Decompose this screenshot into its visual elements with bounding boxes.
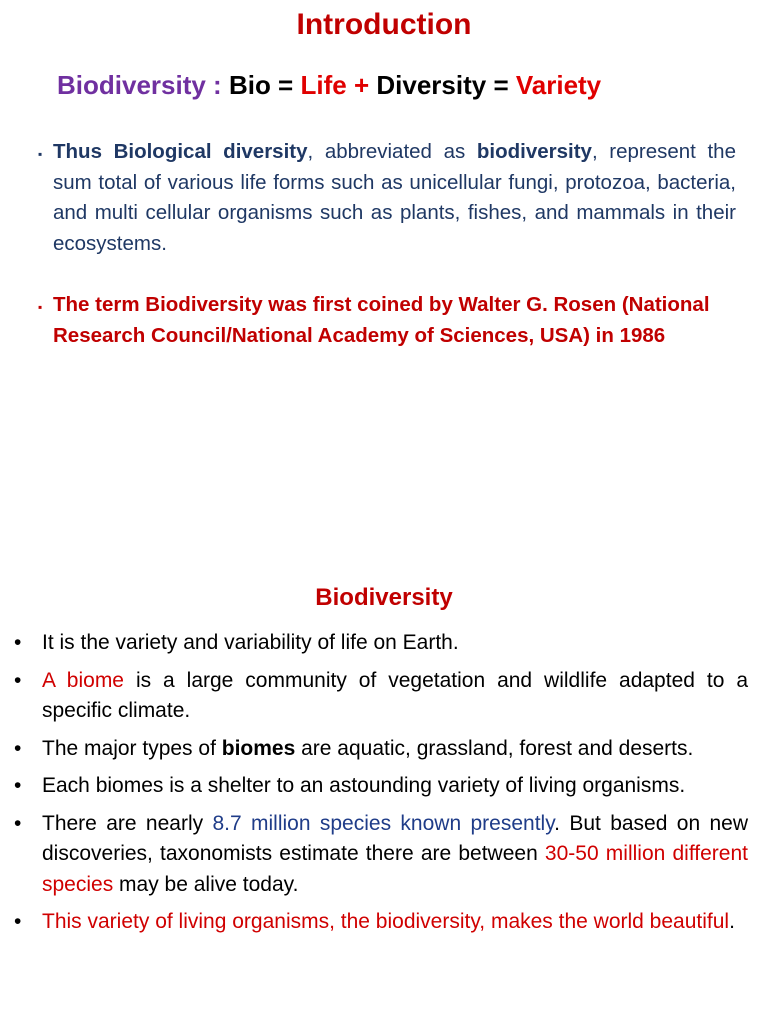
item-text-pre: The major types of [42,736,222,760]
formula-term: Biodiversity : [57,70,222,100]
bullet-dot-icon: • [14,910,22,933]
item-text-mid: . But based on new discoveries, taxonomists estimate there are between [42,811,748,865]
list-item [14,809,748,901]
biodiversity-formula [57,70,601,101]
definition-bold-lead: Thus Biological diversity [53,140,308,163]
formula-diversity: Diversity = [376,70,509,100]
item-text: is a large community of vegetation and wildlife adapted to a specific climate. [42,668,749,722]
slide-title: Introduction [296,8,472,41]
item-text: Each biomes is a shelter to an astounding variety of living organisms. [42,774,686,797]
definition-bold-term: biodiversity [476,140,592,163]
square-bullet-icon: ▪ [38,300,43,314]
definition-part2: , represent the sum total of various life forms such as unicellular fungi, protozoa, bacteria, and multi cellular organisms such as plants, fishes, and mammals in their ecosystems. [53,140,736,255]
bullet-dot-icon: • [14,668,22,692]
formula-bio: Bio = [228,70,294,100]
bullet-dot-icon: • [14,774,22,797]
definition-text [53,137,736,259]
formula-variety: Variety [515,70,602,100]
species-estimate-highlight: 30-50 million different species [42,842,748,896]
list-item [14,771,748,802]
closing-highlight: This variety of living organisms, the biodiversity, makes the world beautiful [42,910,730,933]
item-text-post: may be alive today. [113,872,299,896]
item-text: It is the variety and variability of life on Earth. [42,631,459,654]
coined-text: The term Biodiversity was first coined by Walter G. Rosen (National Research Council/National Academy of Sciences, USA) in 1986 [53,293,710,347]
bullet-dot-icon: • [14,736,22,760]
formula-life: Life [300,70,347,100]
list-item [14,628,748,659]
list-item [14,907,748,938]
bullet-dot-icon: • [14,631,22,654]
species-known-highlight: 8.7 million species known presently [212,811,555,835]
list-item [14,734,748,765]
definition-bullet [38,137,736,259]
item-text-pre: There are nearly [42,811,213,835]
list-item [14,666,748,727]
biomes-bold: biomes [221,736,296,760]
definition-part1: , abbreviated as [307,140,477,163]
coined-bullet [38,290,736,351]
formula-plus: + [353,70,370,100]
biodiversity-slide [0,568,768,1024]
biome-highlight: A biome [42,668,124,692]
slide-title: Biodiversity [315,584,453,611]
item-text-post: . [729,910,735,933]
item-text-post: are aquatic, grassland, forest and deserts. [295,736,694,760]
bullet-dot-icon: • [14,811,22,835]
square-bullet-icon: ▪ [38,147,43,161]
biodiversity-bullet-list [14,628,748,945]
